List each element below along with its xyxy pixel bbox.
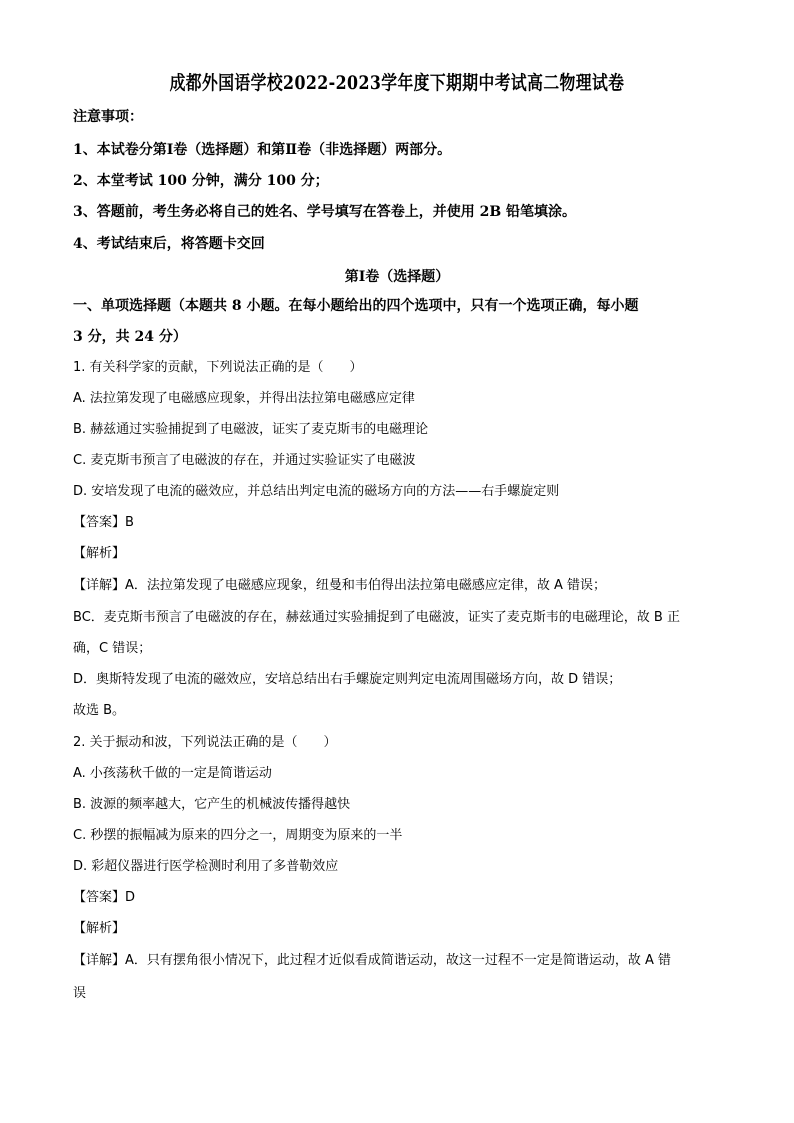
q1-analysis-label: 【解析】	[73, 546, 126, 561]
q2-detail-line-2: 误	[73, 986, 87, 1001]
q1-option-c: C. 麦克斯韦预言了电磁波的存在，并通过实验证实了电磁波	[73, 453, 416, 468]
q2-answer: 【答案】D	[73, 890, 136, 905]
notes-item-2: 2、本堂考试 100 分钟，满分 100 分；	[73, 173, 329, 189]
q1-detail-line-2: BC．麦克斯韦预言了电磁波的存在，赫兹通过实验捕捉到了电磁波，证实了麦克斯韦的电磁理论，故 B 正	[73, 610, 680, 625]
q1-answer: 【答案】B	[73, 515, 134, 530]
notes-item-4: 4、考试结束后，将答题卡交回	[73, 236, 265, 252]
section-heading-line-1: 一、单项选择题（本题共 8 小题。在每小题给出的四个选项中，只有一个选项正确，每小题	[73, 298, 639, 314]
volume-title: 第Ⅰ卷（选择题）	[344, 269, 450, 285]
q2-option-d: D. 彩超仪器进行医学检测时利用了多普勒效应	[73, 859, 339, 874]
q1-option-b: B. 赫兹通过实验捕捉到了电磁波，证实了麦克斯韦的电磁理论	[73, 422, 429, 437]
q2-option-c: C. 秒摆的振幅减为原来的四分之一，周期变为原来的一半	[73, 828, 403, 843]
q1-option-a: A. 法拉第发现了电磁感应现象，并得出法拉第电磁感应定律	[73, 391, 415, 406]
q1-stem: 1. 有关科学家的贡献，下列说法正确的是（ ）	[73, 360, 363, 375]
q2-option-b: B. 波源的频率越大，它产生的机械波传播得越快	[73, 797, 351, 812]
q1-detail-line-4: D．奥斯特发现了电流的磁效应，安培总结出右手螺旋定则判定电流周围磁场方向，故 D 错误；	[73, 672, 622, 687]
q1-option-d: D. 安培发现了电流的磁效应，并总结出判定电流的磁场方向的方法——右手螺旋定则	[73, 484, 560, 499]
page-title: 成都外国语学校2022-2023学年度下期期中考试高二物理试卷	[169, 72, 625, 94]
q2-stem: 2. 关于振动和波，下列说法正确的是（ ）	[73, 735, 337, 750]
q1-detail-line-3: 确，C 错误；	[73, 641, 152, 656]
q2-option-a: A. 小孩荡秋千做的一定是简谐运动	[73, 766, 272, 781]
q2-detail-line-1: 【详解】A．只有摆角很小情况下，此过程才近似看成简谐运动，故这一过程不一定是简谐运动，故 A 错	[73, 953, 672, 968]
section-heading-line-2: 3 分，共 24 分）	[73, 329, 187, 345]
notes-item-1: 1、本试卷分第Ⅰ卷（选择题）和第Ⅱ卷（非选择题）两部分。	[73, 142, 452, 158]
q2-analysis-label: 【解析】	[73, 921, 126, 936]
q1-detail-line-5: 故选 B。	[73, 703, 126, 718]
notes-heading: 注意事项：	[73, 109, 143, 125]
notes-item-3: 3、答题前，考生务必将自己的姓名、学号填写在答卷上，并使用 2B 铅笔填涂。	[73, 204, 577, 220]
q1-detail-line-1: 【详解】A．法拉第发现了电磁感应现象，纽曼和韦伯得出法拉第电磁感应定律，故 A 错误；	[73, 578, 607, 593]
